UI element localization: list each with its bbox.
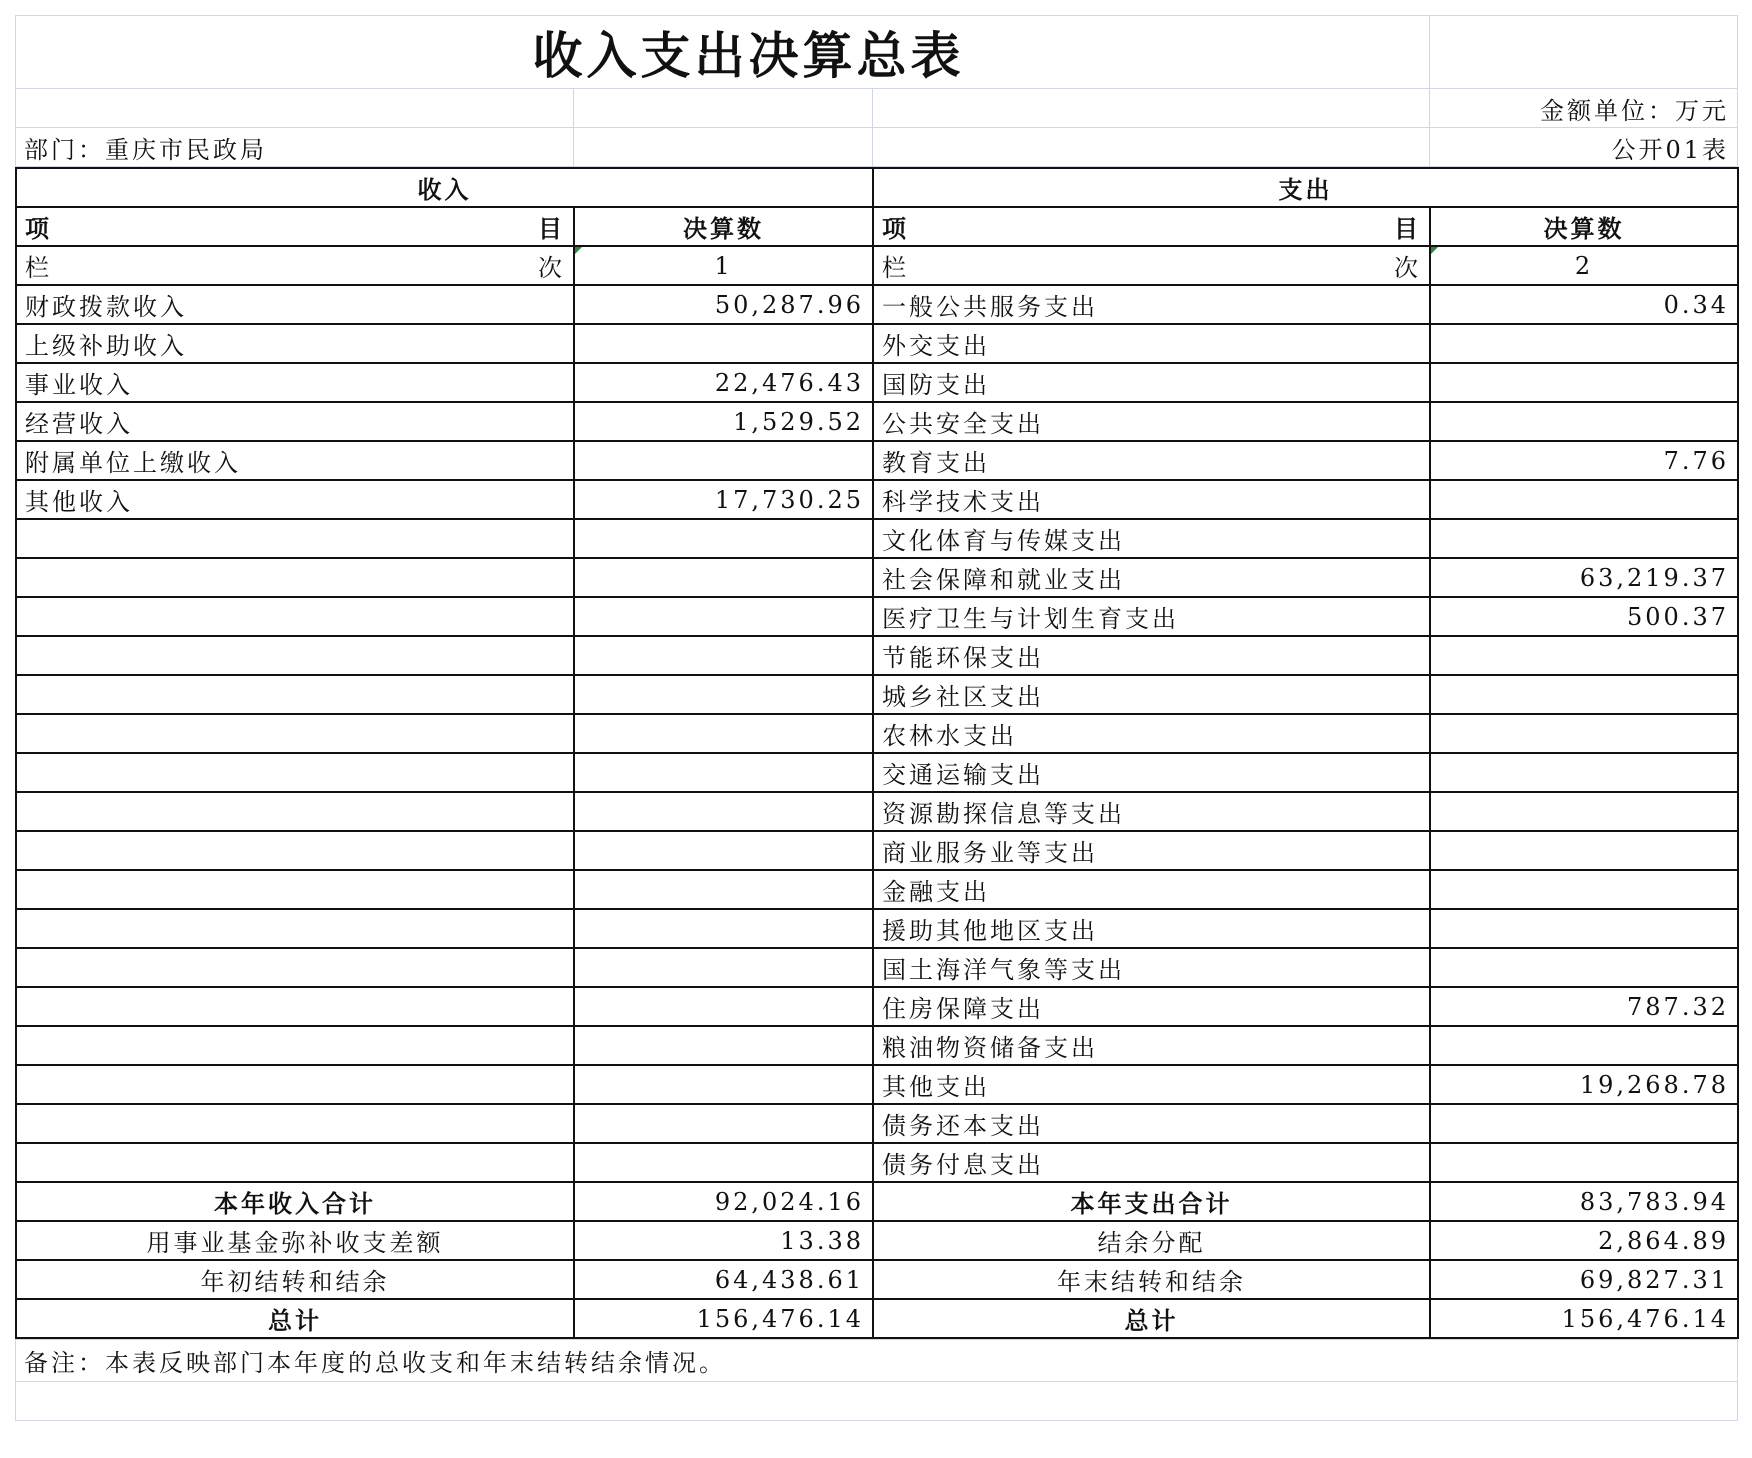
income-value-cell[interactable]	[574, 1143, 873, 1182]
table-row	[16, 1104, 1738, 1143]
summary-expense-value[interactable]: 83,783.94	[1430, 1182, 1738, 1221]
table-row	[16, 558, 1738, 597]
summary-expense-value[interactable]: 156,476.14	[1430, 1299, 1738, 1338]
expense-value-cell[interactable]	[1430, 480, 1738, 519]
income-value-cell[interactable]: 22,476.43	[574, 363, 873, 402]
income-value-cell[interactable]	[574, 987, 873, 1026]
income-item-cell[interactable]	[16, 792, 574, 831]
income-item-cell[interactable]	[16, 1143, 574, 1182]
income-item-cell[interactable]	[16, 597, 574, 636]
income-value-cell[interactable]	[574, 519, 873, 558]
summary-income-label[interactable]: 用事业基金弥补收支差额	[16, 1221, 574, 1260]
summary-expense-label[interactable]: 年末结转和结余	[873, 1260, 1430, 1299]
expense-value-cell[interactable]	[1430, 675, 1738, 714]
expense-item-cell[interactable]: 债务付息支出	[873, 1143, 1430, 1182]
expense-item-cell[interactable]: 金融支出	[873, 870, 1430, 909]
line-items	[16, 285, 1738, 1182]
section-header-row	[16, 168, 1738, 207]
expense-item-cell[interactable]: 文化体育与传媒支出	[873, 519, 1430, 558]
expense-column-number[interactable]: 2	[1430, 246, 1738, 285]
expense-item-cell[interactable]: 教育支出	[873, 441, 1430, 480]
report-title: 收入支出决算总表	[16, 16, 1430, 89]
summary-income-label[interactable]: 本年收入合计	[16, 1182, 574, 1221]
summary-income-label[interactable]: 年初结转和结余	[16, 1260, 574, 1299]
summary-income-value[interactable]: 13.38	[574, 1221, 873, 1260]
expense-value-cell[interactable]	[1430, 831, 1738, 870]
summary-expense-value[interactable]: 69,827.31	[1430, 1260, 1738, 1299]
expense-value-cell[interactable]	[1430, 636, 1738, 675]
table-row	[16, 363, 1738, 402]
income-value-cell[interactable]	[574, 675, 873, 714]
income-amount-header: 决算数	[574, 207, 873, 246]
expense-item-cell[interactable]: 公共安全支出	[873, 402, 1430, 441]
income-item-cell[interactable]	[16, 714, 574, 753]
table-row	[16, 1026, 1738, 1065]
expense-item-header: 项 目	[873, 207, 1430, 246]
expense-item-cell[interactable]: 住房保障支出	[873, 987, 1430, 1026]
table-row	[16, 831, 1738, 870]
expense-value-cell[interactable]	[1430, 714, 1738, 753]
income-value-cell[interactable]	[574, 948, 873, 987]
expense-item-cell[interactable]: 援助其他地区支出	[873, 909, 1430, 948]
summary-row	[16, 1299, 1738, 1338]
expense-value-cell[interactable]	[1430, 792, 1738, 831]
income-item-cell[interactable]: 财政拨款收入	[16, 285, 574, 324]
expense-value-cell[interactable]	[1430, 753, 1738, 792]
table-row	[16, 324, 1738, 363]
expense-item-cell[interactable]: 节能环保支出	[873, 636, 1430, 675]
table-row	[16, 909, 1738, 948]
column-number-row	[16, 246, 1738, 285]
summary-income-label[interactable]: 总计	[16, 1299, 574, 1338]
expense-item-cell[interactable]: 国防支出	[873, 363, 1430, 402]
expense-amount-header: 决算数	[1430, 207, 1738, 246]
income-value-cell[interactable]	[574, 870, 873, 909]
table-row	[16, 987, 1738, 1026]
expense-value-cell[interactable]	[1430, 402, 1738, 441]
expense-item-cell[interactable]: 粮油物资储备支出	[873, 1026, 1430, 1065]
income-item-cell[interactable]: 附属单位上缴收入	[16, 441, 574, 480]
income-item-cell[interactable]	[16, 675, 574, 714]
column-header-row	[16, 207, 1738, 246]
income-value-cell[interactable]	[574, 831, 873, 870]
income-item-cell[interactable]	[16, 1026, 574, 1065]
expense-value-cell[interactable]	[1430, 909, 1738, 948]
income-item-cell[interactable]	[16, 870, 574, 909]
expense-value-cell[interactable]	[1430, 1143, 1738, 1182]
expense-value-cell[interactable]: 63,219.37	[1430, 558, 1738, 597]
expense-value-cell[interactable]: 7.76	[1430, 441, 1738, 480]
table-row	[16, 792, 1738, 831]
income-section-header: 收入	[16, 168, 873, 207]
expense-item-cell[interactable]: 医疗卫生与计划生育支出	[873, 597, 1430, 636]
income-item-cell[interactable]	[16, 909, 574, 948]
note-block	[15, 1339, 1738, 1421]
expense-item-cell[interactable]: 农林水支出	[873, 714, 1430, 753]
table-row	[16, 753, 1738, 792]
summary-row	[16, 1221, 1738, 1260]
expense-item-cell[interactable]: 国土海洋气象等支出	[873, 948, 1430, 987]
summary-expense-label[interactable]: 结余分配	[873, 1221, 1430, 1260]
table-row	[16, 948, 1738, 987]
table-row	[16, 675, 1738, 714]
title-block	[15, 15, 1738, 167]
income-value-cell[interactable]	[574, 1026, 873, 1065]
income-value-cell[interactable]	[574, 597, 873, 636]
income-value-cell[interactable]	[574, 636, 873, 675]
expense-item-cell[interactable]: 交通运输支出	[873, 753, 1430, 792]
expense-section-header: 支出	[873, 168, 1738, 207]
expense-item-cell[interactable]: 城乡社区支出	[873, 675, 1430, 714]
expense-value-cell[interactable]: 787.32	[1430, 987, 1738, 1026]
expense-value-cell[interactable]: 19,268.78	[1430, 1065, 1738, 1104]
table-row	[16, 636, 1738, 675]
footnote: 备注：本表反映部门本年度的总收支和年末结转结余情况。	[16, 1340, 1738, 1382]
expense-value-cell[interactable]	[1430, 363, 1738, 402]
income-column-label: 栏 次	[16, 246, 574, 285]
expense-item-cell[interactable]: 一般公共服务支出	[873, 285, 1430, 324]
expense-value-cell[interactable]	[1430, 1104, 1738, 1143]
table-row	[16, 402, 1738, 441]
expense-item-cell[interactable]: 科学技术支出	[873, 480, 1430, 519]
income-item-cell[interactable]	[16, 558, 574, 597]
table-row	[16, 441, 1738, 480]
table-row	[16, 285, 1738, 324]
expense-value-cell[interactable]	[1430, 1026, 1738, 1065]
summary-expense-value[interactable]: 2,864.89	[1430, 1221, 1738, 1260]
income-value-cell[interactable]	[574, 792, 873, 831]
summary-expense-label[interactable]: 总计	[873, 1299, 1430, 1338]
summary-income-value[interactable]: 156,476.14	[574, 1299, 873, 1338]
expense-value-cell[interactable]	[1430, 870, 1738, 909]
income-item-cell[interactable]	[16, 987, 574, 1026]
income-value-cell[interactable]	[574, 1104, 873, 1143]
table-row	[16, 870, 1738, 909]
budget-table	[15, 167, 1739, 1339]
expense-value-cell[interactable]	[1430, 948, 1738, 987]
expense-item-cell[interactable]: 商业服务业等支出	[873, 831, 1430, 870]
income-value-cell[interactable]: 17,730.25	[574, 480, 873, 519]
expense-value-cell[interactable]	[1430, 324, 1738, 363]
income-item-cell[interactable]	[16, 753, 574, 792]
income-item-cell[interactable]: 上级补助收入	[16, 324, 574, 363]
summary-income-value[interactable]: 64,438.61	[574, 1260, 873, 1299]
income-value-cell[interactable]	[574, 753, 873, 792]
expense-item-cell[interactable]: 其他支出	[873, 1065, 1430, 1104]
income-value-cell[interactable]	[574, 909, 873, 948]
table-row	[16, 597, 1738, 636]
income-value-cell[interactable]	[574, 1065, 873, 1104]
expense-item-cell[interactable]: 债务还本支出	[873, 1104, 1430, 1143]
summary-row	[16, 1260, 1738, 1299]
summary-row	[16, 1182, 1738, 1221]
table-row	[16, 480, 1738, 519]
expense-value-cell[interactable]: 500.37	[1430, 597, 1738, 636]
income-item-header: 项 目	[16, 207, 574, 246]
expense-item-cell[interactable]: 外交支出	[873, 324, 1430, 363]
income-item-cell[interactable]: 其他收入	[16, 480, 574, 519]
table-row	[16, 714, 1738, 753]
summary-expense-label[interactable]: 本年支出合计	[873, 1182, 1430, 1221]
expense-value-cell[interactable]: 0.34	[1430, 285, 1738, 324]
income-item-cell[interactable]: 事业收入	[16, 363, 574, 402]
income-item-cell[interactable]	[16, 519, 574, 558]
table-row	[16, 1065, 1738, 1104]
expense-column-label: 栏 次	[873, 246, 1430, 285]
expense-value-cell[interactable]	[1430, 519, 1738, 558]
income-item-cell[interactable]: 经营收入	[16, 402, 574, 441]
income-item-cell[interactable]	[16, 636, 574, 675]
summary-income-value[interactable]: 92,024.16	[574, 1182, 873, 1221]
income-value-cell[interactable]	[574, 714, 873, 753]
unit-label: 金额单位：万元	[1430, 89, 1738, 128]
expense-item-cell[interactable]: 社会保障和就业支出	[873, 558, 1430, 597]
income-item-cell[interactable]	[16, 831, 574, 870]
table-row	[16, 1143, 1738, 1182]
form-number: 公开01表	[1430, 128, 1738, 167]
income-value-cell[interactable]	[574, 441, 873, 480]
spreadsheet	[15, 15, 1737, 1421]
income-value-cell[interactable]: 1,529.52	[574, 402, 873, 441]
department-label: 部门：重庆市民政局	[16, 128, 574, 167]
summary-rows	[16, 1182, 1738, 1338]
income-value-cell[interactable]	[574, 558, 873, 597]
income-column-number[interactable]: 1	[574, 246, 873, 285]
income-value-cell[interactable]: 50,287.96	[574, 285, 873, 324]
expense-item-cell[interactable]: 资源勘探信息等支出	[873, 792, 1430, 831]
income-item-cell[interactable]	[16, 948, 574, 987]
income-item-cell[interactable]	[16, 1104, 574, 1143]
income-value-cell[interactable]	[574, 324, 873, 363]
table-row	[16, 519, 1738, 558]
income-item-cell[interactable]	[16, 1065, 574, 1104]
